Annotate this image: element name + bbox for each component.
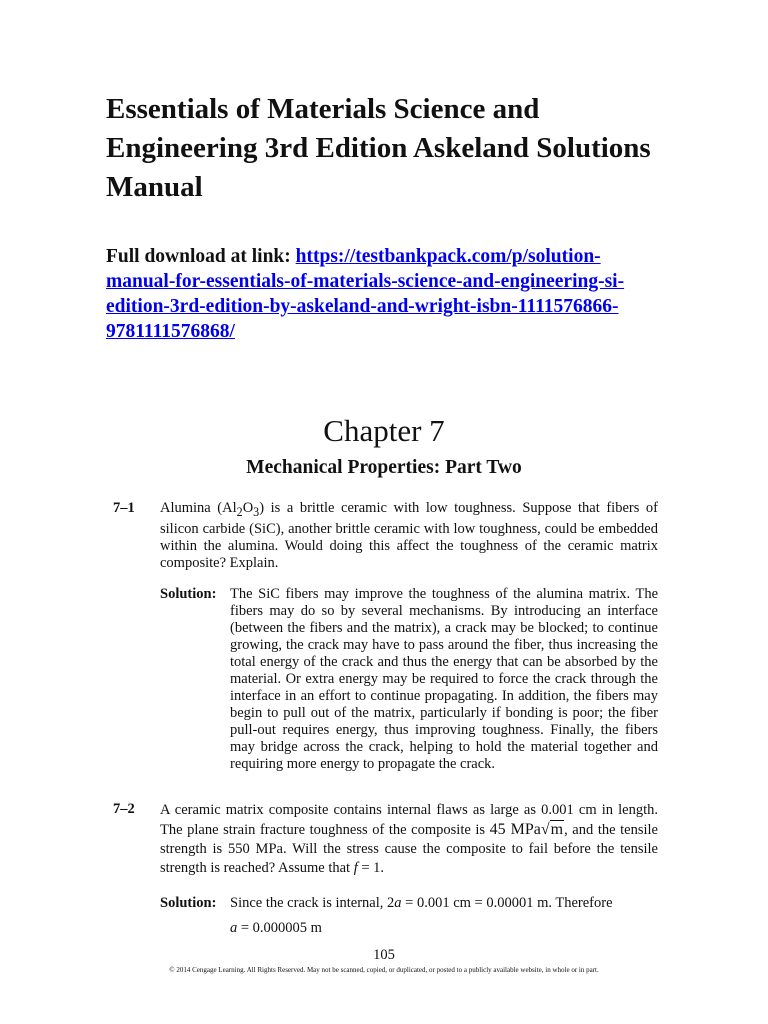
download-url-part-2: manual-for-essentials-of-materials-science-and-engineering-si- xyxy=(106,271,625,292)
copyright-notice: © 2014 Cengage Learning. All Rights Reserved. May not be scanned, copied, or duplicated, or posted to a publicly available website, in whole or in part. xyxy=(169,966,599,974)
solution-text: Since the crack is internal, 2 xyxy=(230,895,395,911)
variable-a: a xyxy=(394,895,402,911)
download-label: Full download at link: xyxy=(106,246,291,267)
variable-f: f xyxy=(353,860,358,876)
question-text: Alumina (Al xyxy=(160,500,237,516)
solution-line-2 xyxy=(230,920,658,937)
chapter-subtitle: Mechanical Properties: Part Two xyxy=(246,457,522,478)
solution-line-1 xyxy=(230,895,658,912)
solution-text: = 0.001 cm = 0.00001 m. Therefore xyxy=(405,895,613,911)
problem-question xyxy=(160,801,658,878)
chapter-heading: Chapter 7 xyxy=(323,413,445,448)
download-line xyxy=(106,244,666,344)
download-url-part-4: 9781111576868/ xyxy=(106,321,235,342)
question-text: A ceramic matrix composite contains internal flaws as large as 0.001 cm in length. The plane strain fracture toughness of the composite is xyxy=(160,802,658,838)
variable-a: a xyxy=(230,920,238,936)
solution-text: = 0.000005 m xyxy=(240,920,322,936)
download-url-part-1: https://testbankpack.com/p/solution- xyxy=(295,246,601,267)
solution-label: Solution: xyxy=(160,586,217,602)
question-text: O xyxy=(242,500,254,516)
question-text: , and the tensile strength is 550 MPa. Will the stress cause the composite to fail before the tensile strength is reached? Assume that xyxy=(160,822,658,876)
subscript: 2 xyxy=(236,504,243,519)
question-text: ) is a brittle ceramic with low toughness. Suppose that fibers of silicon carbide (SiC), another brittle ceramic with low toughness, could be embedded within the alumina. Would doing this affect the toughness of the ceramic matrix composite? Explain. xyxy=(160,500,658,571)
solution-label: Solution: xyxy=(160,895,217,911)
problem-number: 7–1 xyxy=(113,500,135,516)
problem-question xyxy=(160,500,658,572)
download-url-part-3: edition-3rd-edition-by-askeland-and-wright-isbn-1111576866- xyxy=(106,296,619,317)
question-text: = 1. xyxy=(361,860,385,876)
subscript: 3 xyxy=(253,504,260,519)
page-number: 105 xyxy=(373,947,395,963)
sqrt-radicand: m xyxy=(550,821,564,838)
toughness-value: 45 MPa√m xyxy=(489,821,564,838)
solution-text: The SiC fibers may improve the toughness of the alumina matrix. The fibers may do so by several mechanisms. By introducing an interface (between the fibers and the matrix), a crack may be blocked; to continue growing, the crack may have to pass around the fiber, thus increasing the total energy of the crack and thus the energy that can be absorbed by the material. Or extra energy may be required to force the crack through the interface in an effort to continue propagating. In addition, the fibers may begin to pull out of the matrix, particularly if bonding is poor; the fiber pull-out requires energy, thus improving toughness. Finally, the fibers may bridge across the crack, helping to hold the material together and requiring more energy to propagate the crack. xyxy=(230,586,658,772)
problem-number: 7–2 xyxy=(113,801,135,817)
document-title: Essentials of Materials Science and Engineering 3rd Edition Askeland Solutions Manual xyxy=(106,93,651,203)
toughness-number: 45 MPa xyxy=(489,821,541,838)
